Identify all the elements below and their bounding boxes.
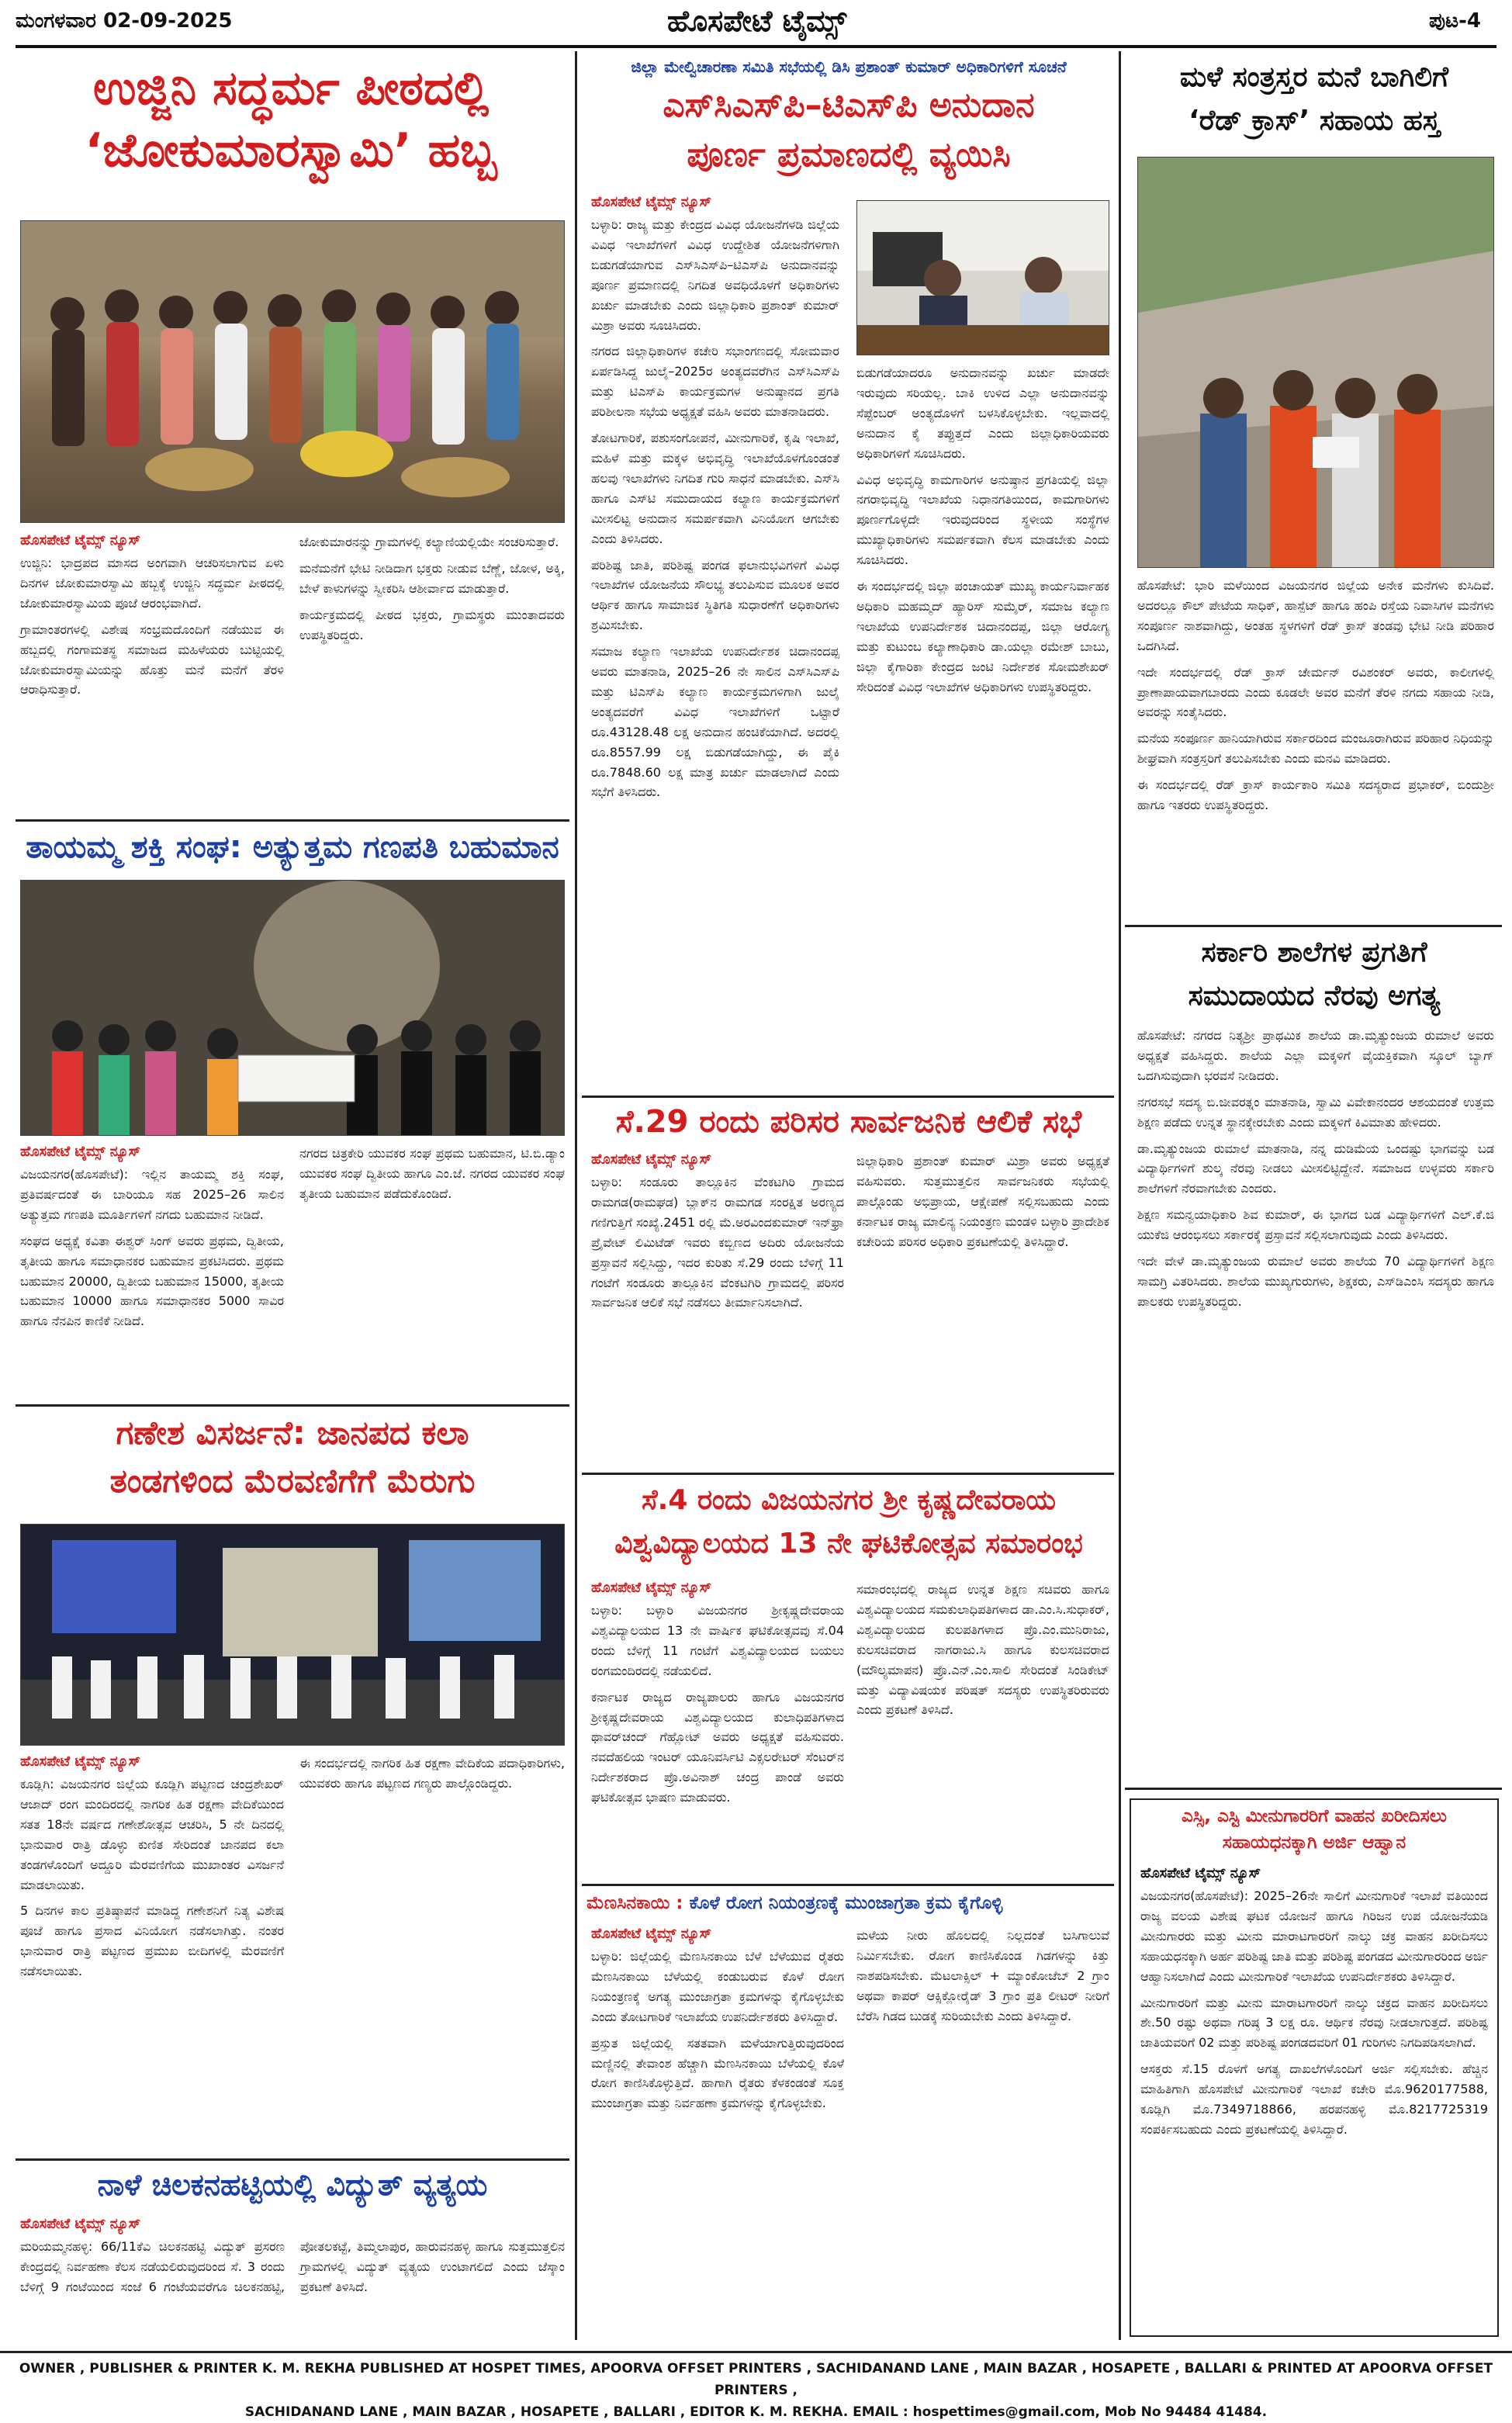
article-divider [1125,925,1502,927]
article-paragraph: ಇದೇ ಸಂದರ್ಭದಲ್ಲಿ ರೆಡ್ ಕ್ರಾಸ್ ಚೇರ್ಮನ್ ರವಿಶಂಕರ್ ಅವರು, ಕಾಲೀಗಳಲ್ಲಿ ಪ್ರಾಣಾಪಾಯವಾಗಬಾರದು ಎಂದು ಕೂಡಲೇ ಅವರ ಮನೆಗೆ ತೆರಳಿ ನಗದು ಸಹಾಯ ನೀಡಿ, ಅವರನ್ನು ಸಂತೈಸಿದರು. [1137,664,1494,720]
article-paragraph: ಗ್ರಾಮಾಂತರಗಳಲ್ಲಿ ವಿಶೇಷ ಸಂಭ್ರಮದೊಂದಿಗೆ ನಡೆಯುವ ಈ ಹಬ್ಬದಲ್ಲಿ ಗಂಗಾಮತಸ್ಥ ಸಮಾಜದ ಮಹಿಳೆಯರು ಬುಟ್ಟಿಯಲ್ಲಿ ಜೋಕುಮಾರಸ್ವಾಮಿಯನ್ನು ಹೊತ್ತು ಮನೆ ಮನೆಗೆ ತೆರಳಿ ಆರಾಧಿಸುತ್ತಾರೆ. [20,621,284,697]
article-paragraph: ಮನೆಮನೆಗೆ ಭೇಟಿ ನೀಡಿದಾಗ ಭಕ್ತರು ನೀಡುವ ಬೆಣ್ಣೆ, ಜೋಳ, ಅಕ್ಕಿ, ಬೇಳೆ ಕಾಳುಗಳನ್ನು ಸ್ವೀಕರಿಸಿ ಆಶೀರ್ವಾದ ಮಾಡುತ್ತಾರೆ. [299,560,565,596]
article-paragraph: ಹೊಸಪೇಟೆ: ನಗರದ ನಿತ್ಯಶ್ರೀ ಪ್ರಾಥಮಿಕ ಶಾಲೆಯ ಡಾ.ಮೃತ್ಯುಂಜಯ ರುಮಾಲೆ ಅವರು ಅಧ್ಯಕ್ಷತೆ ವಹಿಸಿದ್ದರು. ಶಾಲೆಯ ಎಲ್ಲಾ ಮಕ್ಕಳಿಗೆ ವೈಯಕ್ತಿಕವಾಗಿ ಸ್ಕೂಲ್ ಬ್ಯಾಗ್ ಒದಗಿಸುವುದಾಗಿ ಭರವಸೆ ನೀಡಿದರು. [1137,1028,1494,1083]
masthead-title: ಹೊಸಪೇಟೆ ಟೈಮ್ಸ್ [667,3,847,38]
article-headline: ಸಹಾಯಧನಕ್ಕಾಗಿ ಅರ್ಜಿ ಆಹ್ವಾನ [1222,1833,1406,1853]
article-byline: ಹೊಸಪೇಟೆ ಟೈಮ್ಸ್ ನ್ಯೂಸ್ [20,2216,141,2232]
article-paragraph: ತೋಟಗಾರಿಕೆ, ಪಶುಸಂಗೋಪನೆ, ಮೀನುಗಾರಿಕೆ, ಕೃಷಿ ಇಲಾಖೆ, ಮಹಿಳೆ ಮತ್ತು ಮಕ್ಕಳ ಅಭಿವೃದ್ಧಿ ಇಲಾಖೆಯೊಳಗೊಂಡಂತೆ ಹಲವು ಇಲಾಖೆಗಳು ನಿಗದಿತ ಗುರಿ ಸಾಧನೆ ಮಾಡಬೇಕು. ಎಸ್‌ಸಿ ಹಾಗೂ ಎಸ್‌ಟಿ ಸಮುದಾಯದ ಕಲ್ಯಾಣ ಕಾರ್ಯಕ್ರಮಗಳಿಗೆ ಮೀಸಲಿಟ್ಟ ಅನುದಾನ ಸಮರ್ಪಕವಾಗಿ ವಿನಿಯೋಗ ಆಗಬೇಕು ಎಂದು ತಿಳಿಸಿದರು. [591,431,839,546]
article-paragraph: ಕಾರ್ಯಕ್ರಮದಲ್ಲಿ ಪೀಠದ ಭಕ್ತರು, ಗ್ರಾಮಸ್ಥರು ಮುಂತಾದವರು ಉಪಸ್ಥಿತರಿದ್ದರು. [299,607,565,642]
article-divider [582,1096,1114,1098]
article-divider [16,1404,569,1407]
column-divider [575,51,577,2340]
article-paragraph: ಇದೇ ವೇಳೆ ಡಾ.ಮೃತ್ಯುಂಜಯ ರುಮಾಲೆ ಅವರು ಶಾಲೆಯ 70 ವಿದ್ಯಾರ್ಥಿಗಳಿಗೆ ಶಿಕ್ಷಣ ಸಾಮಗ್ರಿ ವಿತರಿಸಿದರು. ಶಾಲೆಯ ಮುಖ್ಯಗುರುಗಳು, ಶಿಕ್ಷಕರು, ಎಸ್‌ಡಿಎಂಸಿ ಸದಸ್ಯರು ಹಾಗೂ ಪಾಲಕರು ಉಪಸ್ಥಿತರಿದ್ದರು. [1137,1254,1494,1309]
article-paragraph: ಸಮಾರಂಭದಲ್ಲಿ ರಾಜ್ಯದ ಉನ್ನತ ಶಿಕ್ಷಣ ಸಚಿವರು ಹಾಗೂ ವಿಶ್ವವಿದ್ಯಾಲಯದ ಸಮಕುಲಾಧಿಪತಿಗಳಾದ ಡಾ.ಎಂ.ಸಿ.ಸುಧಾಕರ್, ವಿಶ್ವವಿದ್ಯಾಲಯದ ಕುಲಪತಿಗಳಾದ ಪ್ರೊ.ಎಂ.ಮುನಿರಾಜು, ಕುಲಸಚಿವರಾದ ನಾಗರಾಜು.ಸಿ ಹಾಗೂ ಕುಲಸಚಿವರಾದ (ಮೌಲ್ಯಮಾಪನ) ಪ್ರೊ.ಎನ್.ಎಂ.ಸಾಲಿ ಸೇರಿದಂತೆ ಸಿಂಡಿಕೇಟ್ ಮತ್ತು ವಿದ್ಯಾವಿಷಯಕ ಪರಿಷತ್ ಸದಸ್ಯರು ಉಪಸ್ಥಿತರಿರುವರು ಎಂದು ಪ್ರಕಟಣೆ ತಿಳಿಸಿದೆ. [856,1582,1109,1718]
article-paragraph: ಹೊಸಪೇಟೆ: ಭಾರಿ ಮಳೆಯಿಂದ ವಿಜಯನಗರ ಜಿಲ್ಲೆಯ ಅನೇಕ ಮನೆಗಳು ಕುಸಿದಿವೆ. ಅದರಲ್ಲೂ ಕೌಲ್ ಪೇಟೆಯ ಸಾಧಿಕ್, ಹಾಸ್ಪೆಟ್ ಹಾಗೂ ಹಂಪಿ ರಸ್ತೆಯ ನಿವಾಸಿಗಳ ಮನೆಗಳು ಸಂಪೂರ್ಣ ನಾಶವಾಗಿದ್ದು, ಅಂತಹ ಸ್ಥಳಗಳಿಗೆ ರೆಡ್ ಕ್ರಾಸ್ ತಂಡವು ಭೇಟಿ ನೀಡಿ ಪರಿಹಾರ ಒದಗಿಸಿದೆ. [1137,578,1494,653]
article-byline: ಹೊಸಪೇಟೆ ಟೈಮ್ಸ್ ನ್ಯೂಸ್ [591,1580,712,1596]
article-divider [16,819,569,822]
issue-date: ಮಂಗಳವಾರ 02-09-2025 [16,9,233,33]
article-byline: ಹೊಸಪೇಟೆ ಟೈಮ್ಸ್ ನ್ಯೂಸ್ [591,1926,712,1942]
article-headline: ತಾಯಮ್ಮ ಶಕ್ತಿ ಸಂಘ: ಅತ್ಯುತ್ತಮ ಗಣಪತಿ ಬಹುಮಾನ [26,829,559,865]
article-paragraph: ಬಳ್ಳಾರಿ: ಬಳ್ಳಾರಿ ವಿಜಯನಗರ ಶ್ರೀಕೃಷ್ಣದೇವರಾಯ ವಿಶ್ವವಿದ್ಯಾಲಯದ 13 ನೇ ವಾರ್ಷಿಕ ಘಟಿಕೋತ್ಸವವು ಸೆ.04 ರಂದು ಬೆಳಿಗ್ಗೆ 11 ಗಂಟೆಗೆ ವಿಶ್ವವಿದ್ಯಾಲಯದ ಬಯಲು ರಂಗಮಂದಿರದಲ್ಲಿ ನಡೆಯಲಿದೆ. [591,1603,844,1678]
imprint-footer [0,2351,1512,2420]
article-headline: ವಿಶ್ವವಿದ್ಯಾಲಯದ 13 ನೇ ಘಟಿಕೋತ್ಸವ ಸಮಾರಂಭ [614,1528,1083,1559]
page-number: ಪುಟ-4 [1428,9,1481,33]
article-headline: ಸೆ.4 ರಂದು ವಿಜಯನಗರ ಶ್ರೀ ಕೃಷ್ಣದೇವರಾಯ [642,1484,1056,1516]
article-headline: ಉಜ್ಜಿನಿ ಸದ್ಧರ್ಮ ಪೀಠದಲ್ಲಿ [92,61,490,116]
headline-text: ಕೊಳೆ ರೋಗ ನಿಯಂತ್ರಣಕ್ಕೆ ಮುಂಜಾಗ್ರತಾ ಕ್ರಮ ಕೈಗೊಳ್ಳಿ [689,1893,1003,1913]
article-headline: ಎಸ್ಸಿ, ಎಸ್ಟಿ ಮೀನುಗಾರರಿಗೆ ವಾಹನ ಖರೀದಿಸಲು [1182,1806,1447,1826]
award-photo-illustration [21,881,565,1136]
article-paragraph: ಸಮಾಜ ಕಲ್ಯಾಣ ಇಲಾಖೆಯ ಉಪನಿರ್ದೇಶಕ ಚಿದಾನಂದಪ್ಪ ಅವರು ಮಾತನಾಡಿ, 2025–26 ನೇ ಸಾಲಿನ ಎಸ್‌ಸಿಎಸ್‌ಪಿ ಮತ್ತು ಟಿಎಸ್‌ಪಿ ಕಲ್ಯಾಣ ಕಾರ್ಯಕ್ರಮಗಳಿಗಾಗಿ ಜುಲೈ ಅಂತ್ಯದವರೆಗೆ ವಿವಿಧ ಇಲಾಖೆಗಳಿಗೆ ಒಟ್ಟಾರೆ ರೂ.43128.48 ಲಕ್ಷ ಅನುದಾನ ಹಂಚಿಕೆಯಾಗಿದೆ. ಅದರಲ್ಲಿ ರೂ.8557.99 ಲಕ್ಷ ಬಿಡುಗಡೆಯಾಗಿದ್ದು, ಈ ಪೈಕಿ ರೂ.7848.60 ಲಕ್ಷ ಮಾತ್ರ ಖರ್ಚು ಮಾಡಲಾಗಿದೆ ಎಂದು ಸಭೆಗೆ ತಿಳಿಸಿದರು. [591,644,839,800]
article-paragraph: ಜಿಲ್ಲಾಧಿಕಾರಿ ಪ್ರಶಾಂತ್ ಕುಮಾರ್ ಮಿಶ್ರಾ ಅವರು ಅಧ್ಯಕ್ಷತೆ ವಹಿಸುವರು. ಸುತ್ತಮುತ್ತಲಿನ ಸಾರ್ವಜನಿಕರು ಸಭೆಯಲ್ಲಿ ಪಾಲ್ಗೊಂಡು ಅಭಿಪ್ರಾಯ, ಆಕ್ಷೇಪಣೆ ಸಲ್ಲಿಸಬಹುದು ಎಂದು ಕರ್ನಾಟಕ ರಾಜ್ಯ ಮಾಲಿನ್ಯ ನಿಯಂತ್ರಣ ಮಂಡಳಿ ಬಳ್ಳಾರಿ ಪ್ರಾದೇಶಿಕ ಕಚೇರಿಯ ಪರಿಸರ ಅಧಿಕಾರಿ ಪ್ರಕಟಣೆಯಲ್ಲಿ ತಿಳಿಸಿದ್ದಾರೆ. [856,1154,1109,1249]
article-paragraph: ವಿವಿಧ ಅಭಿವೃದ್ಧಿ ಕಾಮಗಾರಿಗಳ ಅನುಷ್ಠಾನ ಪ್ರಗತಿಯಲ್ಲಿ ಜಿಲ್ಲಾ ನಗರಾಭಿವೃದ್ಧಿ ಇಲಾಖೆಯ ನಿಧಾನಗತಿಯಿಂದ, ಕಾಮಗಾರಿಗಳು ಪೂರ್ಣಗೊಳ್ಳದೇ ಇರುವುದರಿಂದ ಸ್ಥಳೀಯ ಸಂಸ್ಥೆಗಳ ಮುಖ್ಯಾಧಿಕಾರಿಗಳು ಸಮರ್ಪಕವಾಗಿ ಕೆಲಸ ಮಾಡಬೇಕು ಎಂದು ಸೂಚಿಸಿದರು. [856,472,1109,568]
article-divider [16,2158,569,2161]
article-paragraph: ಶಿಕ್ಷಣ ಸಮನ್ವಯಾಧಿಕಾರಿ ಶಿವ ಕುಮಾರ್, ಈ ಭಾಗದ ಬಡ ವಿದ್ಯಾರ್ಥಿಗಳಿಗೆ ಎಲ್.ಕೆ.ಜಿ ಯುಕೆಜಿ ಆರಂಭಿಸಲು ಸರ್ಕಾರಕ್ಕೆ ಪ್ರಸ್ತಾವನೆ ಸಲ್ಲಿಸಲಾಗುವುದು ಎಂದು ತಿಳಿಸಿದರು. [1137,1207,1494,1243]
article-divider [582,1473,1114,1475]
headline-label: ಮೆಣಸಿನಕಾಯಿ : [586,1893,683,1913]
article-paragraph: ಆಸಕ್ತರು ಸೆ.15 ರೊಳಗೆ ಅಗತ್ಯ ದಾಖಲೆಗಳೊಂದಿಗೆ ಅರ್ಜಿ ಸಲ್ಲಿಸಬೇಕು. ಹೆಚ್ಚಿನ ಮಾಹಿತಿಗಾಗಿ ಹೊಸಪೇಟೆ ಮೀನುಗಾರಿಕೆ ಇಲಾಖೆ ಕಚೇರಿ ಮೊ.9620177588, ಕೂಡ್ಲಿಗಿ ಮೊ.7349718866, ಹರಪನಹಳ್ಳಿ ಮೊ.8217725319 ಸಂಪರ್ಕಿಸಬಹುದು ಎಂದು ಪ್ರಕಟಣೆಯಲ್ಲಿ ತಿಳಿಸಿದ್ದಾರೆ. [1140,2061,1488,2137]
imprint-line: OWNER , PUBLISHER & PRINTER K. M. REKHA PUBLISHED AT HOSPET TIMES, APOORVA OFFSET PRINTERS , SACHIDANAND LANE , MAIN BAZAR , HOSAPETE , BALLARI & PRINTED AT APOORVA OFFSET PRINTERS , [19,2361,1493,2398]
column-divider [1119,51,1121,2340]
article-paragraph: ಪ್ರಸ್ತುತ ಜಿಲ್ಲೆಯಲ್ಲಿ ಸತತವಾಗಿ ಮಳೆಯಾಗುತ್ತಿರುವುದರಿಂದ ಮಣ್ಣಿನಲ್ಲಿ ತೇವಾಂಶ ಹೆಚ್ಚಾಗಿ ಮೆಣಸಿನಕಾಯಿ ಬೆಳೆಯಲ್ಲಿ ಕೊಳೆ ರೋಗ ಕಾಣಿಸಿಕೊಳ್ಳುತ್ತಿದೆ. ಹಾಗಾಗಿ ರೈತರು ಕೆಳಕಂಡಂತೆ ಸೂಕ್ತ ಮುಂಜಾಗ್ರತಾ ಮತ್ತು ನಿರ್ವಹಣಾ ಕ್ರಮಗಳನ್ನು ಕೈಗೊಳ್ಳಬೇಕು. [591,2035,844,2111]
article-headline: ಸಮುದಾಯದ ನೆರವು ಅಗತ್ಯ [1188,980,1441,1012]
article-paragraph: ಸಂಘದ ಅಧ್ಯಕ್ಷೆ ಕವಿತಾ ಈಶ್ವರ್ ಸಿಂಗ್ ಅವರು ಪ್ರಥಮ, ದ್ವಿತೀಯ, ತೃತೀಯ ಹಾಗೂ ಸಮಾಧಾನಕರ ಬಹುಮಾನ ಪ್ರಕಟಿಸಿದರು. ಪ್ರಥಮ ಬಹುಮಾನ 20000, ದ್ವಿತೀಯ ಬಹುಮಾನ 15000, ತೃತೀಯ ಬಹುಮಾನ 10000 ಹಾಗೂ ಸಮಾಧಾನಕರ 5000 ಸಾವಿರ ಹಾಗೂ ನೆನಪಿನ ಕಾಣಿಕೆ ನೀಡಿದೆ. [20,1233,284,1329]
article-paragraph: ನಗರದ ಜಿಲ್ಲಾಧಿಕಾರಿಗಳ ಕಚೇರಿ ಸಭಾಂಗಣದಲ್ಲಿ ಸೋಮವಾರ ಏರ್ಪಡಿಸಿದ್ದ ಜುಲೈ–2025ರ ಅಂತ್ಯದವರೆಗಿನ ಎಸ್‌ಸಿಎಸ್‌ಪಿ ಮತ್ತು ಟಿಎಸ್‌ಪಿ ಕಾರ್ಯಕ್ರಮಗಳ ಅನುಷ್ಠಾನದ ಪ್ರಗತಿ ಪರಿಶೀಲನಾ ಸಭೆಯ ಅಧ್ಯಕ್ಷತೆ ವಹಿಸಿ ಅವರು ಮಾತನಾಡಿದರು. [591,344,839,420]
article-paragraph: ಬಿಡುಗಡೆಯಾದರೂ ಅನುದಾನವನ್ನು ಖರ್ಚು ಮಾಡದೇ ಇರುವುದು ಸರಿಯಲ್ಲ. ಬಾಕಿ ಉಳಿದ ಎಲ್ಲಾ ಅನುದಾನವನ್ನು ಸೆಪ್ಟೆಂಬರ್ ಅಂತ್ಯದೊಳಗೆ ಬಳಸಿಕೊಳ್ಳಬೇಕು. ಇಲ್ಲವಾದಲ್ಲಿ ಅನುದಾನ ಕೈ ತಪ್ಪುತ್ತದೆ ಎಂದು ಜಿಲ್ಲಾಧಿಕಾರಿಯವರು ಅಧಿಕಾರಿಗಳಿಗೆ ಸೂಚಿಸಿದರು. [856,365,1109,461]
article-divider [1125,1788,1502,1790]
article-paragraph: ನಗರಸಭೆ ಸದಸ್ಯ ಬಿ.ಜೀವರತ್ನಂ ಮಾತನಾಡಿ, ಸ್ವಾಮಿ ವಿವೇಕಾನಂದರ ಆಶಯದಂತೆ ಉತ್ತಮ ಶಿಕ್ಷಣ ಪಡೆದು ಉನ್ನತ ಸ್ಥಾನಕ್ಕೇರಬೇಕು ಎಂದು ಮಕ್ಕಳಿಗೆ ಕಿವಿಮಾತು ಹೇಳಿದರು. [1137,1094,1494,1130]
article-paragraph: ಡಾ.ಮೃತ್ಯುಂಜಯ ರುಮಾಲೆ ಮಾತನಾಡಿ, ನನ್ನ ದುಡಿಮೆಯ ಒಂದಷ್ಟು ಭಾಗವನ್ನು ಬಡ ವಿದ್ಯಾರ್ಥಿಗಳಿಗೆ ಶುಲ್ಕ ನೆರವು ನೀಡಲು ಮೀಸಲಿಟ್ಟಿದ್ದೇನೆ. ಸಮಾಜದ ಉಳ್ಳವರು ಸರ್ಕಾರಿ ಶಾಲೆಗಳಿಗೆ ನೆರವಾಗಬೇಕು ಎಂದರು. [1137,1141,1494,1196]
article-byline: ಹೊಸಪೇಟೆ ಟೈಮ್ಸ್ ನ್ಯೂಸ್ [20,1144,141,1160]
article-headline: ಎಸ್‌ಸಿಎಸ್‌ಪಿ–ಟಿಎಸ್‌ಪಿ ಅನುದಾನ [663,85,1035,125]
article-paragraph: ಬಳ್ಳಾರಿ: ಜಿಲ್ಲೆಯಲ್ಲಿ ಮೆಣಸಿನಕಾಯಿ ಬೆಳೆ ಬೆಳೆಯುವ ರೈತರು ಮೆಣಸಿನಕಾಯಿ ಬೆಳೆಯಲ್ಲಿ ಕಂಡುಬರುವ ಕೊಳೆ ರೋಗ ನಿಯಂತ್ರಣಕ್ಕೆ ಅಗತ್ಯ ಮುಂಜಾಗ್ರತಾ ಕ್ರಮಗಳನ್ನು ಕೈಗೊಳ್ಳಬೇಕು ಎಂದು ತೋಟಗಾರಿಕೆ ಇಲಾಖೆಯ ಉಪನಿರ್ದೇಶಕರು ತಿಳಿಸಿದ್ದಾರೆ. [591,1949,844,2024]
article-paragraph: ಕೂಡ್ಲಿಗಿ: ವಿಜಯನಗರ ಜಿಲ್ಲೆಯ ಕೂಡ್ಲಿಗಿ ಪಟ್ಟಣದ ಚಂದ್ರಶೇಖರ್ ಆಜಾದ್ ರಂಗ ಮಂದಿರದಲ್ಲಿ ನಾಗರಿಕ ಹಿತ ರಕ್ಷಣಾ ವೇದಿಕೆಯಿಂದ ಸತತ 18ನೇ ವರ್ಷದ ಗಣೇಶೋತ್ಸವ ಆಚರಿಸಿ, 5 ನೇ ದಿನದಲ್ಲಿ ಭಾನುವಾರ ರಾತ್ರಿ ಡೊಳ್ಳು ಕುಣಿತ ಸೇರಿದಂತೆ ಜಾನಪದ ಕಲಾ ತಂಡಗಳೊಂದಿಗೆ ಅದ್ದೂರಿ ಮೆರವಣಿಗೆಯ ಮುಖಾಂತರ ವಿಸರ್ಜನೆ ಮಾಡಲಾಯಿತು. [20,1777,284,1892]
redcross-photo [1137,157,1494,568]
article-paragraph: ವಿಜಯನಗರ(ಹೊಸಪೇಟೆ): ಇಲ್ಲಿನ ತಾಯಮ್ಮ ಶಕ್ತಿ ಸಂಘ, ಪ್ರತಿವರ್ಷದಂತೆ ಈ ಬಾರಿಯೂ ಸಹ 2025–26 ಸಾಲಿನ ಅತ್ಯುತ್ತಮ ಗಣಪತಿ ಮೂರ್ತಿಗಳಿಗೆ ನಗದು ಬಹುಮಾನ ನೀಡಿದೆ. [20,1167,284,1222]
article-paragraph: ವಿಜಯನಗರ(ಹೊಸಪೇಟೆ): 2025–26ನೇ ಸಾಲಿಗೆ ಮೀನುಗಾರಿಕೆ ಇಲಾಖೆ ವತಿಯಿಂದ ರಾಜ್ಯ ವಲಯ ವಿಶೇಷ ಘಟಕ ಯೋಜನೆ ಹಾಗೂ ಗಿರಿಜನ ಉಪ ಯೋಜನೆಯಡಿ ಮೀನುಗಾರರು ಮತ್ತು ಮೀನು ಮಾರಾಟಗಾರರಿಗೆ ನಾಲ್ಕು ಚಕ್ರ ವಾಹನ ಖರೀದಿಸಲು ಸಹಾಯಧನಕ್ಕಾಗಿ ಅರ್ಹ ಪರಿಶಿಷ್ಟ ಜಾತಿ ಮತ್ತು ಪರಿಶಿಷ್ಟ ಪಂಗಡದ ಮೀನುಗಾರರಿಂದ ಅರ್ಜಿ ಆಹ್ವಾನಿಸಲಾಗಿದೆ ಎಂದು ಮೀನುಗಾರಿಕೆ ಇಲಾಖೆಯ ಉಪನಿರ್ದೇಶಕರು ತಿಳಿಸಿದ್ದಾರೆ. [1140,1888,1489,1984]
procession-photo [20,1524,565,1746]
article-headline: ಮಳೆ ಸಂತ್ರಸ್ತರ ಮನೆ ಬಾಗಿಲಿಗೆ [1179,61,1449,93]
redcross-photo-illustration [1138,157,1494,568]
article-headline: ಗಣೇಶ ವಿಸರ್ಜನೆ: ಜಾನಪದ ಕಲಾ [116,1414,469,1452]
article-kicker: ಜಿಲ್ಲಾ ಮೇಲ್ವಿಚಾರಣಾ ಸಮಿತಿ ಸಭೆಯಲ್ಲಿ ಡಿಸಿ ಪ್ರಶಾಂತ್ ಕುಮಾರ್ ಅಧಿಕಾರಿಗಳಿಗೆ ಸೂಚನೆ [631,57,1067,76]
article-headline [586,1893,1111,1915]
article-byline: ಹೊಸಪೇಟೆ ಟೈಮ್ಸ್ ನ್ಯೂಸ್ [1140,1865,1261,1881]
article-headline: ನಾಳೆ ಚಿಲಕನಹಟ್ಟಿಯಲ್ಲಿ ವಿದ್ಯುತ್ ವ್ಯತ್ಯಯ [97,2168,488,2202]
article-paragraph: ಮಳೆಯ ನೀರು ಹೊಲದಲ್ಲಿ ನಿಲ್ಲದಂತೆ ಬಸಿಗಾಲುವೆ ನಿರ್ಮಿಸಬೇಕು. ರೋಗ ಕಾಣಿಸಿಕೊಂಡ ಗಿಡಗಳನ್ನು ಕಿತ್ತು ನಾಶಪಡಿಸಬೇಕು. ಮೆಟಲಾಕ್ಸಿಲ್ + ಮ್ಯಾಂಕೋಜೆಬ್ 2 ಗ್ರಾಂ ಅಥವಾ ಕಾಪರ್ ಆಕ್ಸಿಕ್ಲೋರೈಡ್ 3 ಗ್ರಾಂ ಪ್ರತಿ ಲೀಟರ್ ನೀರಿಗೆ ಬೆರೆಸಿ ಗಿಡದ ಬುಡಕ್ಕೆ ಸುರಿಯಬೇಕು ಎಂದು ತಿಳಿಸಿದ್ದಾರೆ. [856,1928,1109,2023]
article-paragraph: ಪರಿಶಿಷ್ಟ ಜಾತಿ, ಪರಿಶಿಷ್ಟ ಪಂಗಡ ಫಲಾನುಭವಿಗಳಿಗೆ ವಿವಿಧ ಇಲಾಖೆಗಳ ಯೋಜನೆಯ ಸೌಲಭ್ಯ ತಲುಪಿಸುವ ಮೂಲಕ ಅವರ ಆರ್ಥಿಕ ಹಾಗೂ ಸಾಮಾಜಿಕ ಸ್ಥಿತಿಗತಿ ಸುಧಾರಣೆಗೆ ಅಧಿಕಾರಿಗಳು ಶ್ರಮಿಸಬೇಕು. [591,557,839,633]
article-paragraph: ಈ ಸಂದರ್ಭದಲ್ಲಿ ನಾಗರಿಕ ಹಿತ ರಕ್ಷಣಾ ವೇದಿಕೆಯ ಪದಾಧಿಕಾರಿಗಳು, ಯುವಕರು ಹಾಗೂ ಪಟ್ಟಣದ ಗಣ್ಯರು ಪಾಲ್ಗೊಂಡಿದ್ದರು. [299,1756,565,1791]
award-photo [20,880,565,1136]
article-byline: ಹೊಸಪೇಟೆ ಟೈಮ್ಸ್ ನ್ಯೂಸ್ [20,1753,141,1770]
article-divider [582,1884,1114,1886]
article-paragraph: ಜೋಕುಮಾರನನ್ನು ಗ್ರಾಮಗಳಲ್ಲಿ ಕಲ್ಯಾಣಿಯಲ್ಲಿಯೇ ಸಂಚರಿಸುತ್ತಾರೆ. [299,535,559,549]
article-paragraph: ಮರಿಯಮ್ಮನಹಳ್ಳಿ: 66/11ಕೆವಿ ಚಿಲಕನಹಟ್ಟಿ ವಿದ್ಯುತ್ ಪ್ರಸರಣ ಕೇಂದ್ರದಲ್ಲಿ ನಿರ್ವಹಣಾ ಕೆಲಸ ನಡೆಯಲಿರುವುದರಿಂದ ಸೆ. 3 ರಂದು ಬೆಳಿಗ್ಗೆ 9 ಗಂಟೆಯಿಂದ ಸಂಜೆ 6 ಗಂಟೆಯವರೆಗೂ ಚಿಲಕನಹಟ್ಟಿ, ಪೋತಲಕಟ್ಟೆ, ತಿಮ್ಮಲಾಪುರ, ಹಾರುವನಹಳ್ಳಿ ಹಾಗೂ ಸುತ್ತಮುತ್ತಲಿನ ಗ್ರಾಮಗಳಲ್ಲಿ ವಿದ್ಯುತ್ ವ್ಯತ್ಯಯ ಉಂಟಾಗಲಿದೆ ಎಂದು ಜೆಸ್ಕಾಂ ಪ್ರಕಟಣೆ ತಿಳಿಸಿದೆ. [20,2239,565,2294]
imprint-line: SACHIDANAND LANE , MAIN BAZAR , HOSAPETE , BALLARI , EDITOR K. M. REKHA. EMAIL : hospettimes@gmail.com, Mob No 94484 41484. [244,2404,1268,2420]
meeting-photo [856,200,1109,355]
article-paragraph: 5 ದಿನಗಳ ಕಾಲ ಪ್ರತಿಷ್ಠಾಪನೆ ಮಾಡಿದ್ದ ಗಣೇಶನಿಗೆ ನಿತ್ಯ ವಿಶೇಷ ಪೂಜೆ ಹಾಗೂ ಪ್ರಸಾದ ವಿನಿಯೋಗ ನಡೆಸಲಾಗಿತ್ತು. ನಂತರ ಭಾನುವಾರ ರಾತ್ರಿ ಪಟ್ಟಣದ ಪ್ರಮುಖ ಬೀದಿಗಳಲ್ಲಿ ಮೆರವಣಿಗೆ ನಡೆಸಲಾಯಿತು. [20,1903,284,1979]
article-paragraph: ಈ ಸಂದರ್ಭದಲ್ಲಿ ಜಿಲ್ಲಾ ಪಂಚಾಯತ್ ಮುಖ್ಯ ಕಾರ್ಯನಿರ್ವಾಹಕ ಅಧಿಕಾರಿ ಮಹಮ್ಮದ್ ಹ್ಯಾರಿಸ್ ಸುಮೈರ್, ಸಮಾಜ ಕಲ್ಯಾಣ ಇಲಾಖೆಯ ಉಪನಿರ್ದೇಶಕ ಚಿದಾನಂದಪ್ಪ, ಜಿಲ್ಲಾ ಆರೋಗ್ಯ ಮತ್ತು ಕುಟುಂಬ ಕಲ್ಯಾಣಾಧಿಕಾರಿ ಡಾ.ಯಲ್ಲಾ ರಮೇಶ್ ಬಾಬು, ಜಿಲ್ಲಾ ಕೈಗಾರಿಕಾ ಕೇಂದ್ರದ ಜಂಟಿ ನಿರ್ದೇಶಕ ಸೋಮಶೇಖರ್ ಸೇರಿದಂತೆ ವಿವಿಧ ಇಲಾಖೆಗಳ ಅಧಿಕಾರಿಗಳು ಉಪಸ್ಥಿತರಿದ್ದರು. [856,579,1109,694]
article-paragraph: ಬಳ್ಳಾರಿ: ಸಂಡೂರು ತಾಲ್ಲೂಕಿನ ವೆಂಕಟಗಿರಿ ಗ್ರಾಮದ ರಾಮಗಡ(ರಾಮಘಡ) ಬ್ಲಾಕ್‌ನ ರಾಮಗಡ ಸಂರಕ್ಷಿತ ಅರಣ್ಯದ ಗಣಿಗುತ್ತಿಗೆ ಸಂಖ್ಯೆ.2451 ರಲ್ಲಿ ಮೆ.ಅರವಿಂದಕುಮಾರ್ ಇನ್‌ಫ್ರಾ ಪ್ರೈವೇಟ್ ಲಿಮಿಟೆಡ್ ಇವರು ಕಬ್ಬಿಣದ ಅದಿರು ಯೋಜನೆಯ ಪ್ರಸ್ತಾವನೆ ಸಲ್ಲಿಸಿದ್ದು, ಇದರ ಕುರಿತು ಸೆ.29 ರಂದು ಬೆಳಿಗ್ಗೆ 11 ಗಂಟೆಗೆ ಸಂಡೂರು ತಾಲ್ಲೂಕಿನ ವೆಂಕಟಗಿರಿ ಗ್ರಾಮದಲ್ಲಿ ಪರಿಸರ ಸಾರ್ವಜನಿಕ ಆಲಿಕೆ ಸಭೆ ನಡೆಸಲು ತೀರ್ಮಾನಿಸಲಾಗಿದೆ. [591,1175,844,1310]
article-headline: ತಂಡಗಳಿಂದ ಮೆರವಣಿಗೆಗೆ ಮೆರುಗು [109,1462,476,1500]
article-paragraph: ಮೀನುಗಾರರಿಗೆ ಮತ್ತು ಮೀನು ಮಾರಾಟಗಾರರಿಗೆ ನಾಲ್ಕು ಚಕ್ರದ ವಾಹನ ಖರೀದಿಸಲು ಶೇ.50 ರಷ್ಟು ಅಥವಾ ಗರಿಷ್ಠ 3 ಲಕ್ಷ ರೂ. ಆರ್ಥಿಕ ನೆರವು ನೀಡಲಾಗುತ್ತದೆ. ಪರಿಶಿಷ್ಟ ಜಾತಿಯವರಿಗೆ 02 ಮತ್ತು ಪರಿಶಿಷ್ಟ ಪಂಗಡದವರಿಗೆ 01 ಗುರಿಗಳು ನಿಗದಿಪಡಿಸಲಾಗಿದೆ. [1140,1995,1488,2051]
article-headline: ಪೂರ್ಣ ಪ್ರಮಾಣದಲ್ಲಿ ವ್ಯಯಿಸಿ [687,135,1011,175]
header-rule [16,45,1496,48]
article-headline: ಸರ್ಕಾರಿ ಶಾಲೆಗಳ ಪ್ರಗತಿಗೆ [1201,936,1427,968]
article-headline: ‘ಜೋಕುಮಾರಸ್ವಾಮಿ’ ಹಬ್ಬ [85,123,497,178]
article-headline: ‘ರೆಡ್ ಕ್ರಾಸ್’ ಸಹಾಯ ಹಸ್ತ [1188,105,1440,137]
article-headline: ಸೆ.29 ರಂದು ಪರಿಸರ ಸಾರ್ವಜನಿಕ ಆಲಿಕೆ ಸಭೆ [615,1104,1082,1140]
article-paragraph: ಈ ಸಂದರ್ಭದಲ್ಲಿ ರೆಡ್ ಕ್ರಾಸ್ ಕಾರ್ಯಕಾರಿ ಸಮಿತಿ ಸದಸ್ಯರಾದ ಪ್ರಭಾಕರ್, ಬಿಂದುಶ್ರೀ ಹಾಗೂ ಇತರರು ಉಪಸ್ಥಿತರಿದ್ದರು. [1137,777,1494,813]
festival-photo-illustration [21,221,565,523]
article-byline: ಹೊಸಪೇಟೆ ಟೈಮ್ಸ್ ನ್ಯೂಸ್ [20,532,141,549]
article-paragraph: ಬಳ್ಳಾರಿ: ರಾಜ್ಯ ಮತ್ತು ಕೇಂದ್ರದ ವಿವಿಧ ಯೋಜನೆಗಳಡಿ ಜಿಲ್ಲೆಯ ವಿವಿಧ ಇಲಾಖೆಗಳಿಗೆ ವಿವಿಧ ಉದ್ದೇಶಿತ ಯೋಜನೆಗಳಿಗಾಗಿ ಬಿಡುಗಡೆಯಾಗುವ ಎಸ್‌ಸಿಎಸ್‌ಪಿ–ಟಿಎಸ್‌ಪಿ ಅನುದಾನವನ್ನು ಪೂರ್ಣ ಪ್ರಮಾಣದಲ್ಲಿ ನಿಗದಿತ ಅವಧಿಯೊಳಗೆ ಅಧಿಕಾರಿಗಳು ಖರ್ಚು ಮಾಡಬೇಕು ಎಂದು ಜಿಲ್ಲಾಧಿಕಾರಿ ಪ್ರಶಾಂತ್ ಕುಮಾರ್ ಮಿಶ್ರಾ ಅವರು ಸೂಚಿಸಿದರು. [591,217,839,333]
article-paragraph: ನಗರದ ಚಿತ್ರಕೇರಿ ಯುವಕರ ಸಂಘ ಪ್ರಥಮ ಬಹುಮಾನ, ಟಿ.ಬಿ.ಡ್ಯಾಂ ಯುವಕರ ಸಂಘ ದ್ವಿತೀಯ ಹಾಗೂ ಎಂ.ಜೆ. ನಗರದ ಯುವಕರ ಸಂಘ ತೃತೀಯ ಬಹುಮಾನ ಪಡೆದುಕೊಂಡಿದೆ. [299,1146,565,1201]
article-byline: ಹೊಸಪೇಟೆ ಟೈಮ್ಸ್ ನ್ಯೂಸ್ [591,1151,712,1168]
article-paragraph: ಉಜ್ಜಿನಿ: ಭಾದ್ರಪದ ಮಾಸದ ಅಂಗವಾಗಿ ಆಚರಿಸಲಾಗುವ ಏಳು ದಿನಗಳ ಜೋಕುಮಾರಸ್ವಾಮಿ ಹಬ್ಬಕ್ಕೆ ಉಜ್ಜಿನಿ ಸದ್ಧರ್ಮ ಪೀಠದಲ್ಲಿ ಜೋಕುಮಾರಸ್ವಾಮಿಯ ಪೂಜೆ ಆರಂಭವಾಗಿದೆ. [20,556,284,611]
article-paragraph: ಕರ್ನಾಟಕ ರಾಜ್ಯದ ರಾಜ್ಯಪಾಲರು ಹಾಗೂ ವಿಜಯನಗರ ಶ್ರೀಕೃಷ್ಣದೇವರಾಯ ವಿಶ್ವವಿದ್ಯಾಲಯದ ಕುಲಾಧಿಪತಿಗಳಾದ ಥಾವರ್‌ಚಂದ್ ಗೆಹ್ಲೋಟ್ ಅವರು ಅಧ್ಯಕ್ಷತೆ ವಹಿಸುವರು. ನವದೆಹಲಿಯ ಇಂಟರ್ ಯೂನಿವರ್ಸಿಟಿ ಎಕ್ಸಲರೇಟರ್ ಸೆಂಟರ್‌ನ ನಿರ್ದೇಶಕರಾದ ಪ್ರೊ.ಅವಿನಾಶ್ ಚಂದ್ರ ಪಾಂಡೆ ಅವರು ಘಟಿಕೋತ್ಸವ ಭಾಷಣ ಮಾಡುವರು. [591,1689,844,1805]
article-byline: ಹೊಸಪೇಟೆ ಟೈಮ್ಸ್ ನ್ಯೂಸ್ [591,194,712,210]
festival-photo [20,220,565,523]
procession-photo-illustration [21,1525,565,1746]
article-paragraph: ಮನೆಯ ಸಂಪೂರ್ಣ ಹಾನಿಯಾಗಿರುವ ಸರ್ಕಾರದಿಂದ ಮಂಜೂರಾಗಿರುವ ಪರಿಹಾರ ನಿಧಿಯನ್ನು ಶೀಘ್ರವಾಗಿ ಸಂತ್ರಸ್ತರಿಗೆ ತಲುಪಿಸಬೇಕು ಎಂದು ಮನವಿ ಮಾಡಿದರು. [1137,731,1494,767]
meeting-photo-illustration [857,201,1109,355]
